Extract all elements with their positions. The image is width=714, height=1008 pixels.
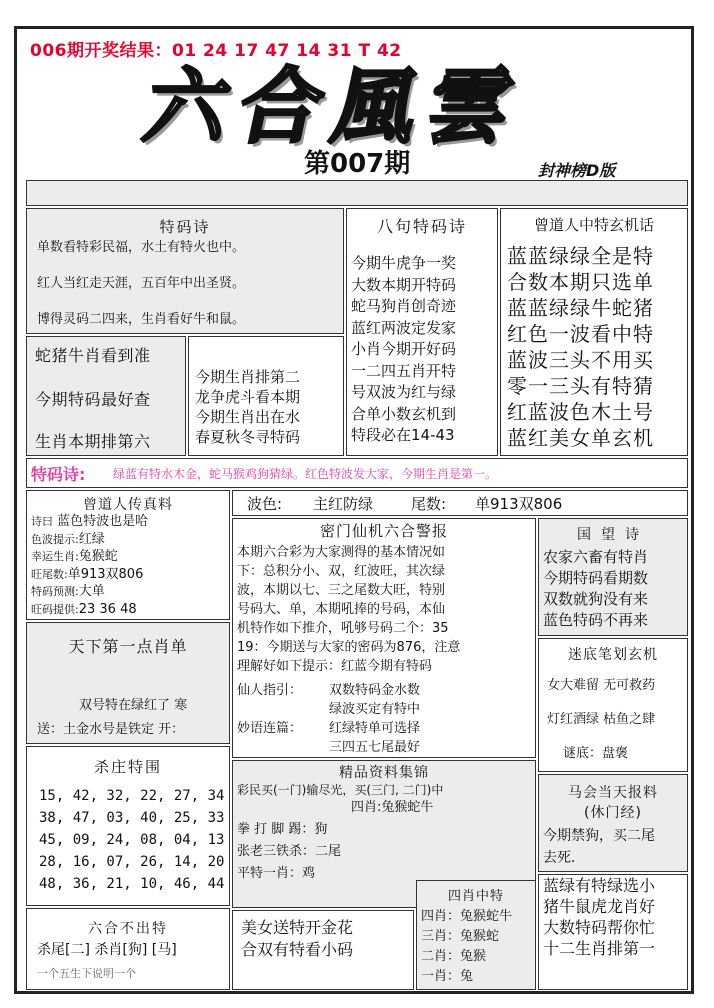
fax-row: 幸运生肖:兔猴蛇 — [31, 549, 118, 564]
fax-row: 旺尾数:单913双806 — [31, 566, 144, 582]
warning-line: 下：总积分小、双，红波旺，其次绿 — [237, 564, 446, 579]
poem-line: 号双波为红与绿 — [351, 383, 457, 401]
edition-label: 封神榜D版 — [538, 161, 616, 180]
national-line: 双数就狗没有来 — [543, 590, 649, 608]
poem-bar — [26, 458, 688, 488]
taoist-box — [500, 208, 688, 456]
daily-line: 去死. — [543, 850, 576, 866]
poem-line: 合单小数玄机到 — [351, 404, 457, 423]
fax-row: 特码预测:大单 — [31, 584, 105, 599]
fax-title: 曾道人传真料 — [83, 497, 173, 513]
bottom-right-box — [538, 874, 688, 990]
kill-row: 15, 42, 32, 22, 27, 34 — [39, 788, 225, 804]
zodiac-rank-box — [188, 336, 344, 456]
tema-poem-line: 单数看特彩民福，水土有特火也中。 — [37, 240, 246, 255]
poem-bar-label: 特码诗: — [31, 465, 86, 484]
warning-line: 理解好如下提示：红蓝今期有特码 — [237, 659, 433, 674]
top-zodiac-line: 双号特在绿红了 寒 — [79, 698, 188, 713]
eight-line-poem-title: 八句特码诗 — [376, 217, 467, 236]
taoist-title: 曾道人中特玄机话 — [533, 216, 654, 234]
taoist-line: 红蓝波色木土号 — [507, 400, 654, 424]
no-out-title: 六合不出特 — [88, 921, 168, 937]
warning-box — [232, 518, 536, 758]
riddle-title: 迷底笔划玄机 — [568, 647, 658, 663]
daily-subtitle: (休门经) — [584, 805, 642, 821]
zodiac-hint-line: 今期特码最好查 — [35, 390, 151, 409]
taoist-line: 蓝蓝绿绿牛蛇猪 — [507, 296, 654, 320]
bottom-right-body — [543, 875, 655, 959]
poem-line: 特段必在14-43 — [351, 426, 455, 444]
four-zodiac-box — [416, 880, 536, 990]
riddle-line: 灯红酒绿 枯鱼之肆 — [547, 712, 656, 727]
tema-poem-line: 博得灵码二四来，生肖看好牛和鼠。 — [37, 312, 246, 327]
miao-line: 绿波买定有特中 — [329, 702, 421, 717]
poem-line: 蛇马狗肖创奇迹 — [351, 297, 457, 315]
tema-poem-line: 红人当红走天涯，五百年中出圣贤。 — [37, 276, 246, 291]
warning-line: 19：今期送与大家的密码为876，注意 — [237, 640, 461, 655]
eight-line-poem-body — [351, 253, 456, 447]
warning-line: 号码大、单，本期吼捧的号码，本仙 — [237, 602, 446, 617]
beauty-box — [232, 910, 414, 990]
kill-title: 杀庄特围 — [93, 758, 162, 776]
taoist-line: 蓝波三头不用买 — [507, 348, 654, 372]
four-zodiac-row: 三肖：兔猴蛇 — [421, 929, 500, 944]
national-line: 蓝色特码不再来 — [543, 611, 649, 629]
daily-line: 今期禁狗，买二尾 — [543, 828, 655, 844]
bottom-right-line: 蓝绿有特绿选小 — [543, 876, 656, 895]
national-line: 农家六畜有特肖 — [543, 548, 649, 566]
four-zodiac-rows — [421, 907, 512, 987]
tail-value: 单913双806 — [475, 495, 563, 513]
beauty-line: 合双有特看小码 — [241, 940, 354, 959]
poem-line: 今期牛虎争一奖 — [351, 254, 457, 272]
poem-bar-text: 绿蓝有特水木金，蛇马猴鸡狗猜绿。红色特波发大家，今期生肖是第一。 — [113, 467, 498, 481]
daily-title: 马会当天报料 — [568, 785, 658, 801]
premium-line: 彩民买(一门)输尽光，买(三门, 二门)中 — [237, 783, 444, 797]
poem-line: 一二四五肖开特 — [351, 361, 457, 380]
national-title: 国望诗 — [577, 527, 649, 543]
daily-box — [538, 774, 688, 872]
wave-value: 主红防绿 — [313, 495, 374, 513]
taoist-line: 零一三头有特猜 — [507, 374, 654, 398]
warning-line: 本期六合彩为大家测得的基本情况如 — [237, 545, 446, 560]
national-box — [538, 518, 688, 636]
taoist-line: 合数本期只选单 — [507, 270, 654, 294]
poem-line: 大数本期开特码 — [351, 275, 457, 294]
poem-line: 小肖今期开好码 — [351, 340, 457, 358]
no-out-partial: 一个五生下说明一个 — [37, 967, 136, 980]
tema-poem-box — [26, 208, 344, 334]
miao-lines — [329, 700, 420, 757]
kill-row: 38, 47, 03, 40, 25, 33 — [39, 810, 225, 826]
bottom-right-line: 大数特码帮你忙 — [543, 918, 656, 937]
kill-numbers — [39, 785, 224, 895]
zodiac-rank-line: 今期生肖排第二 — [195, 368, 301, 386]
top-zodiac-title: 天下第一点肖单 — [68, 637, 188, 656]
warning-body — [237, 543, 460, 676]
four-zodiac-row: 二肖：兔猴 — [421, 949, 487, 964]
zodiac-rank-line: 今期生肖出在水 — [195, 408, 301, 426]
poem-line: 蓝红两波定发家 — [351, 318, 457, 337]
taoist-body — [507, 243, 654, 451]
premium-rows — [237, 819, 341, 885]
zodiac-rank-line: 春夏秋冬寻特码 — [195, 428, 301, 446]
four-zodiac-title: 四肖中特 — [447, 889, 504, 904]
warning-title: 密门仙机六合警报 — [319, 522, 448, 540]
zodiac-hint-line: 生肖本期排第六 — [35, 432, 151, 451]
bottom-right-line: 猪牛鼠虎龙肖好 — [543, 897, 656, 916]
fax-rows — [31, 513, 148, 618]
taoist-line: 蓝红美女单玄机 — [507, 426, 654, 450]
premium-row: 拳 打 脚 踢：狗 — [237, 822, 328, 837]
eight-line-poem-box — [346, 208, 498, 456]
four-zodiac-row: 四肖：兔猴蛇牛 — [421, 909, 513, 924]
header-divider-bar — [26, 180, 688, 206]
no-out-line: 杀尾[二] 杀肖[狗] [马] — [37, 942, 177, 958]
draw-result: 006期开奖结果：01 24 17 47 14 31 T 42 — [30, 41, 402, 61]
riddle-box — [538, 638, 688, 772]
zodiac-hint-line: 蛇猪牛肖看到准 — [35, 346, 151, 365]
issue-number: 第007期 — [304, 149, 411, 179]
premium-line: 四肖:兔猴蛇牛 — [351, 800, 434, 815]
riddle-answer: 谜底：盘褒 — [563, 746, 629, 761]
wave-label: 波色: — [247, 495, 283, 513]
premium-row: 平特一肖：鸡 — [237, 866, 316, 881]
zodiac-hint-box — [26, 336, 186, 456]
no-out-box — [26, 908, 230, 990]
national-line: 今期特码看期数 — [543, 569, 649, 587]
tail-label: 尾数: — [411, 495, 447, 513]
fax-row: 旺码提供:23 36 48 — [31, 601, 137, 617]
warning-line: 波，本期以七、三之尾数大旺，特别 — [237, 583, 446, 598]
tema-poem-title: 特码诗 — [159, 218, 211, 236]
logo-title: 六合風雲 — [136, 59, 533, 155]
miao-label: 妙语连篇： — [237, 721, 303, 736]
top-zodiac-line: 送：土金水号是铁定 开： — [37, 722, 185, 737]
premium-row: 张老三铁杀：二尾 — [237, 844, 342, 859]
taoist-line: 红色一波看中特 — [507, 322, 654, 346]
kill-row: 48, 36, 21, 10, 46, 44 — [39, 876, 225, 892]
guide-label: 仙人指引： — [237, 683, 303, 698]
miao-line: 三四五七尾最好 — [329, 740, 421, 755]
kill-row: 28, 16, 07, 26, 14, 20 — [39, 854, 225, 870]
bottom-right-line: 十二生肖排第一 — [543, 939, 656, 958]
national-body — [543, 547, 648, 631]
warning-line: 机特作如下推介，吼够号码二个：35 — [237, 621, 449, 636]
taoist-line: 蓝蓝绿绿全是特 — [507, 244, 654, 268]
fax-box — [26, 490, 230, 620]
beauty-line: 美女送特开金花 — [241, 918, 354, 937]
top-zodiac-box — [26, 622, 230, 744]
wave-bar — [232, 490, 688, 516]
kill-box — [26, 746, 230, 906]
kill-row: 45, 09, 24, 08, 04, 13 — [39, 832, 225, 848]
fax-row: 色波提示:红绿 — [31, 531, 105, 547]
guide-text: 双数特码金水数 — [329, 683, 421, 698]
zodiac-rank-line: 龙争虎斗看本期 — [195, 388, 301, 406]
fax-row: 诗曰 蓝色特波也是哈 — [31, 514, 149, 529]
riddle-line: 女大难留 无可救药 — [547, 678, 656, 693]
miao-line: 红绿特单可选择 — [329, 721, 421, 736]
four-zodiac-row: 一肖：兔 — [421, 969, 474, 984]
premium-title: 精品资料集锦 — [339, 765, 429, 781]
